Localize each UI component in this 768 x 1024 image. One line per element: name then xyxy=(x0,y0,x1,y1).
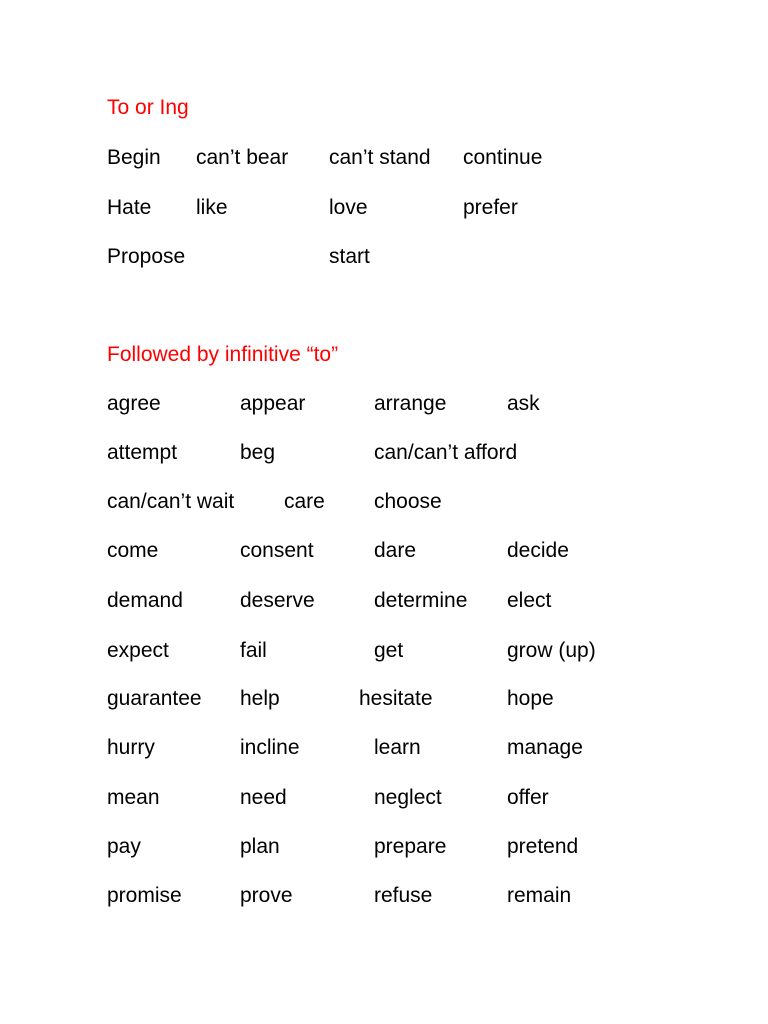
word: come xyxy=(107,539,159,562)
word: guarantee xyxy=(107,687,202,710)
word: expect xyxy=(107,639,169,662)
word: continue xyxy=(463,146,543,169)
word: pretend xyxy=(507,835,579,858)
word: grow (up) xyxy=(507,639,596,662)
word: plan xyxy=(240,835,280,858)
word: can/can’t afford xyxy=(374,441,518,464)
word: appear xyxy=(240,392,306,415)
word: hesitate xyxy=(359,687,433,710)
word: can’t bear xyxy=(196,146,289,169)
word: dare xyxy=(374,539,417,562)
word: Propose xyxy=(107,245,186,268)
word: elect xyxy=(507,589,552,612)
word: fail xyxy=(240,639,267,662)
word: consent xyxy=(240,539,314,562)
word: can/can’t wait xyxy=(107,490,235,513)
word: offer xyxy=(507,786,549,809)
word: need xyxy=(240,786,287,809)
word: hope xyxy=(507,687,554,710)
word: prefer xyxy=(463,196,518,219)
word: like xyxy=(196,196,228,219)
word: Begin xyxy=(107,146,161,169)
word: promise xyxy=(107,884,182,907)
word: ask xyxy=(507,392,540,415)
word: can’t stand xyxy=(329,146,431,169)
word: deserve xyxy=(240,589,315,612)
section-heading-to-or-ing: To or Ing xyxy=(107,96,189,119)
word: Hate xyxy=(107,196,152,219)
word: arrange xyxy=(374,392,447,415)
word: love xyxy=(329,196,368,219)
word: manage xyxy=(507,736,583,759)
word: start xyxy=(329,245,370,268)
word: incline xyxy=(240,736,300,759)
word: agree xyxy=(107,392,161,415)
word: remain xyxy=(507,884,572,907)
section-heading-infinitive-to: Followed by infinitive “to” xyxy=(107,343,339,366)
word: neglect xyxy=(374,786,442,809)
word: refuse xyxy=(374,884,433,907)
word: pay xyxy=(107,835,141,858)
word: learn xyxy=(374,736,421,759)
word: demand xyxy=(107,589,183,612)
word: decide xyxy=(507,539,569,562)
word: care xyxy=(284,490,325,513)
word: prove xyxy=(240,884,293,907)
word: mean xyxy=(107,786,160,809)
word: prepare xyxy=(374,835,447,858)
word: help xyxy=(240,687,280,710)
word: determine xyxy=(374,589,468,612)
word: hurry xyxy=(107,736,155,759)
word: choose xyxy=(374,490,442,513)
word: get xyxy=(374,639,404,662)
word: attempt xyxy=(107,441,178,464)
word: beg xyxy=(240,441,276,464)
